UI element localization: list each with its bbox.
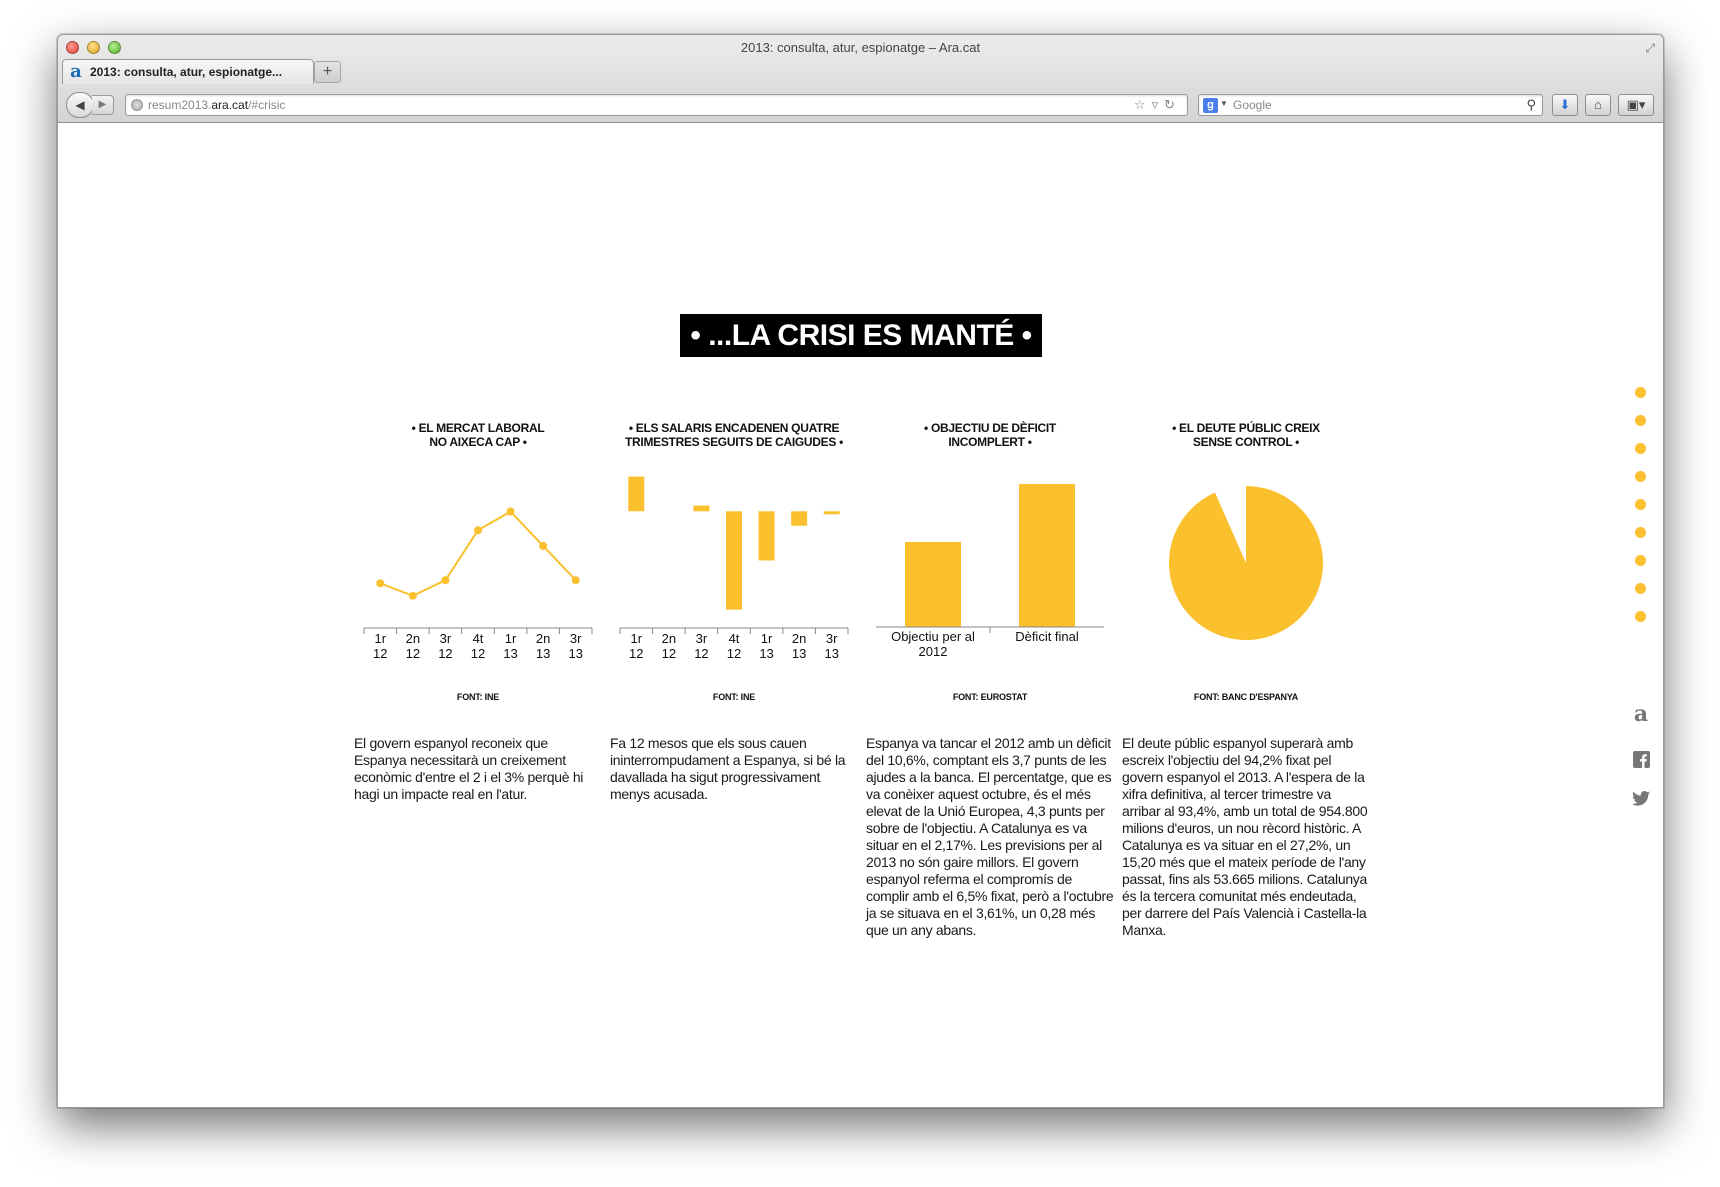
deficit-bar-chart — [866, 451, 1114, 661]
url-path: /#crisic — [248, 98, 286, 112]
navigation-toolbar — [58, 87, 1663, 123]
new-tab-button[interactable]: + — [314, 61, 341, 83]
x-tick-label: 3r 12 — [438, 631, 453, 661]
data-bar — [1019, 484, 1075, 627]
x-tick-label: Dèficit final — [1015, 629, 1079, 644]
debt-pie-chart — [1122, 451, 1370, 661]
bookmarks-icon: ▣▾ — [1626, 97, 1646, 112]
url-host: ara.cat — [211, 98, 249, 112]
history-dropdown-icon[interactable]: ▿ — [1151, 97, 1165, 112]
section-deficit — [866, 421, 1114, 661]
url-prefix: resum2013. — [148, 98, 212, 112]
x-tick-label: Objectiu per al 2012 — [891, 629, 975, 659]
section-nav-dot[interactable] — [1635, 387, 1646, 398]
deficit-chart-svg — [866, 451, 1114, 661]
x-tick-label: 3r 13 — [824, 631, 839, 661]
home-button[interactable] — [1585, 94, 1611, 116]
ara-favicon-icon: a — [70, 61, 82, 82]
data-bar — [824, 511, 840, 514]
section-nav-dot[interactable] — [1635, 415, 1646, 426]
data-bar — [628, 477, 644, 512]
labor-chart-svg — [354, 451, 602, 661]
section-nav-dot[interactable] — [1635, 611, 1646, 622]
x-tick-label: 2n 12 — [405, 631, 421, 661]
facebook-icon[interactable] — [1630, 751, 1652, 773]
data-point — [507, 508, 515, 516]
search-icon[interactable]: ⚲ — [1526, 97, 1536, 112]
chevron-down-icon[interactable]: ▼ — [1220, 99, 1228, 108]
labor-line-chart — [354, 451, 602, 661]
bookmarks-button[interactable] — [1618, 94, 1654, 116]
google-icon[interactable]: g — [1203, 98, 1218, 113]
url-bar[interactable] — [125, 94, 1188, 116]
ara-icon[interactable]: a — [1633, 701, 1649, 727]
section-text: El govern espanyol reconeix que Espanya necessitarà un creixement econòmic d'entre el 2 i el 3% perquè hi hagi un impacte real en l'atur. — [354, 735, 584, 802]
data-point — [441, 576, 449, 584]
forward-button[interactable]: ▶ — [92, 95, 114, 115]
section-title: • EL DEUTE PÚBLIC CREIX SENSE CONTROL • — [1172, 421, 1320, 449]
section-text: Fa 12 mesos que els sous cauen ininterrompudament a Espanya, si bé la davallada ha sigut progressivament menys acusada. — [610, 735, 846, 802]
salaries-bar-chart — [610, 451, 858, 661]
facebook-glyph — [1633, 751, 1650, 768]
x-tick-label: 1r 13 — [759, 631, 774, 661]
x-tick-label: 1r 12 — [629, 631, 644, 661]
section-dot-nav — [1635, 387, 1647, 639]
section-labor-market — [354, 421, 602, 661]
data-point — [539, 542, 547, 550]
data-point — [409, 592, 417, 600]
source-label: FONT: BANC D'ESPANYA — [1193, 692, 1299, 702]
download-arrow-icon: ⬇ — [1559, 97, 1571, 112]
bookmark-star-icon[interactable]: ☆ — [1133, 97, 1152, 112]
downloads-button[interactable] — [1552, 94, 1578, 116]
debt-chart-svg — [1122, 451, 1370, 661]
section-text: El deute públic espanyol superarà amb escreix l'objectiu del 94,2% fixat pel govern espanyol el 2013. A l'espera de la xifra definitiva, al tercer trimestre va arribar al 93,4%, amb un total de 954.800 milions d'euros, un nou rècord històric. A Catalunya es va situar en el 27,2%, un 15,20 més que el mateix període de l'any passat, fins als 53.665 milions. Catalunya és la tercera comunitat més endeutada, per darrere del País Valencià i Castella-la Manxa. — [1122, 735, 1368, 938]
window-title: 2013: consulta, atur, espionatge – Ara.cat — [740, 40, 981, 55]
x-tick-label: 2n 13 — [791, 631, 807, 661]
twitter-icon[interactable] — [1630, 791, 1652, 811]
x-tick-label: 1r 12 — [373, 631, 388, 661]
section-nav-dot[interactable] — [1635, 527, 1646, 538]
section-salaries — [610, 421, 858, 661]
section-nav-dot[interactable] — [1635, 583, 1646, 594]
section-nav-dot[interactable] — [1635, 499, 1646, 510]
source-label: FONT: INE — [456, 692, 500, 702]
url-bar-icons — [1134, 97, 1181, 113]
search-input[interactable]: Google — [1233, 98, 1272, 112]
twitter-glyph — [1632, 791, 1650, 806]
section-nav-dot[interactable] — [1635, 555, 1646, 566]
x-tick-label: 1r 13 — [503, 631, 518, 661]
data-point — [572, 576, 580, 584]
section-title: • EL MERCAT LABORAL NO AIXECA CAP • — [411, 421, 545, 449]
section-text: Espanya va tancar el 2012 amb un dèficit del 10,6%, comptant els 3,7 punts de les ajudes a la banca. El percentatge, que es va conèixer aquest octubre, és el més elevat de la Unió Europea, 4,3 punts per sobre de l'objectiu. A Catalunya es va situar en el 2,17%. Les previsions per al 2013 no són gaire millors. El govern espanyol referma el compromís de complir amb el 6,5% fixat, però a l'octubre ja se situava en el 3,61%, un 0,28 més que un any abans. — [866, 735, 1114, 938]
data-bar — [726, 511, 742, 609]
data-bar — [791, 511, 807, 525]
section-nav-dot[interactable] — [1635, 443, 1646, 454]
data-point — [376, 579, 384, 587]
data-point — [474, 526, 482, 534]
section-title: • ELS SALARIS ENCADENEN QUATRE TRIMESTRES SEGUITS DE CAIGUDES • — [625, 421, 843, 449]
title-bar — [58, 35, 1663, 123]
fullscreen-icon[interactable]: ⤢ — [1645, 41, 1655, 55]
salaries-chart-svg — [610, 451, 858, 661]
home-icon: ⌂ — [1594, 97, 1602, 112]
section-nav-dot[interactable] — [1635, 471, 1646, 482]
x-tick-label: 3r 13 — [568, 631, 583, 661]
x-tick-label: 2n 13 — [535, 631, 551, 661]
x-tick-label: 2n 12 — [661, 631, 677, 661]
data-bar — [759, 511, 775, 560]
search-bar[interactable] — [1198, 94, 1543, 116]
browser-tab[interactable] — [62, 59, 314, 84]
url-text[interactable] — [148, 98, 285, 112]
globe-icon — [131, 99, 143, 111]
x-tick-label: 4t 12 — [726, 631, 742, 661]
reload-icon[interactable]: ↻ — [1164, 97, 1181, 112]
x-tick-label: 3r 12 — [694, 631, 709, 661]
section-title: • OBJECTIU DE DÈFICIT INCOMPLERT • — [924, 421, 1056, 449]
page-viewport — [58, 123, 1663, 1108]
source-label: FONT: EUROSTAT — [952, 692, 1028, 702]
data-bar — [905, 542, 961, 627]
tab-label: 2013: consulta, atur, espionatge... — [90, 65, 283, 79]
section-debt — [1122, 421, 1370, 661]
back-button[interactable]: ◀ — [66, 92, 94, 118]
page-title: • ...LA CRISI ES MANTÉ • — [680, 314, 1042, 357]
pie-slice — [1169, 486, 1323, 640]
data-series-line — [380, 512, 575, 596]
x-tick-label: 4t 12 — [470, 631, 486, 661]
browser-window — [57, 34, 1664, 1108]
source-label: FONT: INE — [712, 692, 756, 702]
data-bar — [693, 506, 709, 512]
